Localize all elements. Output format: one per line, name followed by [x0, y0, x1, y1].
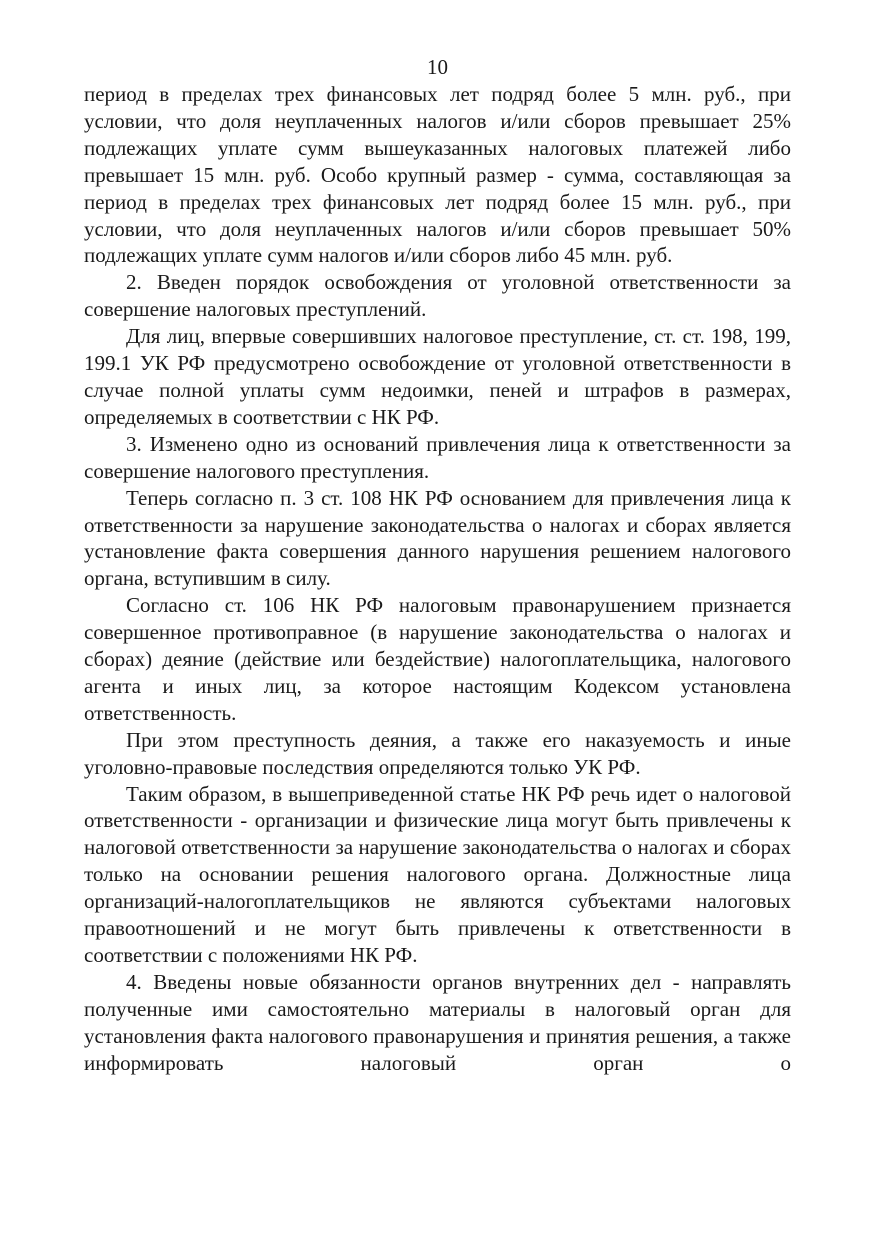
paragraph-article-106: Согласно ст. 106 НК РФ налоговым правонарушением признается совершенное противоправное (в нарушение законодательства о налогах и сборах) деяние (действие или бездействие) налогоплательщика, налогового агента и иных лиц, за которое настоящим Кодексом установлена ответственность. [84, 593, 791, 725]
paragraph-tax-liability: Таким образом, в вышеприведенной статье НК РФ речь идет о налоговой ответственности - организации и физические лица могут быть привлечены к налоговой ответственности за нарушение законодательства о налогах и сборах только на основании решения налогового органа. Должностные лица организаций-налогоплательщиков не являются субъектами налоговых правоотношений и не могут быть привлечены к ответственности в соответствии с положениями НК РФ. [84, 781, 791, 967]
document-page [84, 54, 791, 1077]
paragraph-item-3: 3. Изменено одно из оснований привлечения лица к ответственности за совершение налогового преступления. [84, 431, 791, 483]
paragraph-criminality: При этом преступность деяния, а также его наказуемость и иные уголовно-правовые последствия определяются только УК РФ. [84, 727, 791, 779]
paragraph-first-offenders: Для лиц, впервые совершивших налоговое преступление, ст. ст. 198, 199, 199.1 УК РФ предусмотрено освобождение от уголовной ответственности в случае полной уплаты сумм недоимки, пеней и штрафов в размерах, определяемых в соответствии с НК РФ. [84, 324, 791, 429]
paragraph-item-2: 2. Введен порядок освобождения от уголовной ответственности за совершение налоговых преступлений. [84, 270, 791, 322]
paragraph-continuation: период в пределах трех финансовых лет подряд более 5 млн. руб., при условии, что доля неуплаченных налогов и/или сборов превышает 25% подлежащих уплате сумм вышеуказанных налоговых платежей либо превышает 15 млн. руб. Особо крупный размер - сумма, составляющая за период в пределах трех финансовых лет подряд более 15 млн. руб., при условии, что доля неуплаченных налогов и/или сборов превышает 50% подлежащих уплате сумм налогов и/или сборов либо 45 млн. руб. [84, 82, 791, 268]
paragraph-article-108: Теперь согласно п. 3 ст. 108 НК РФ основанием для привлечения лица к ответственности за нарушение законодательства о налогах и сборах является установление факта совершения данного нарушения решением налогового органа, вступившим в силу. [84, 485, 791, 591]
paragraph-item-4: 4. Введены новые обязанности органов внутренних дел - направлять полученные ими самостоятельно материалы в налоговый орган для установления факта налогового правонарушения и принятия решения, а также информировать налоговый орган о [84, 969, 791, 1075]
page-number: 10 [427, 55, 448, 79]
